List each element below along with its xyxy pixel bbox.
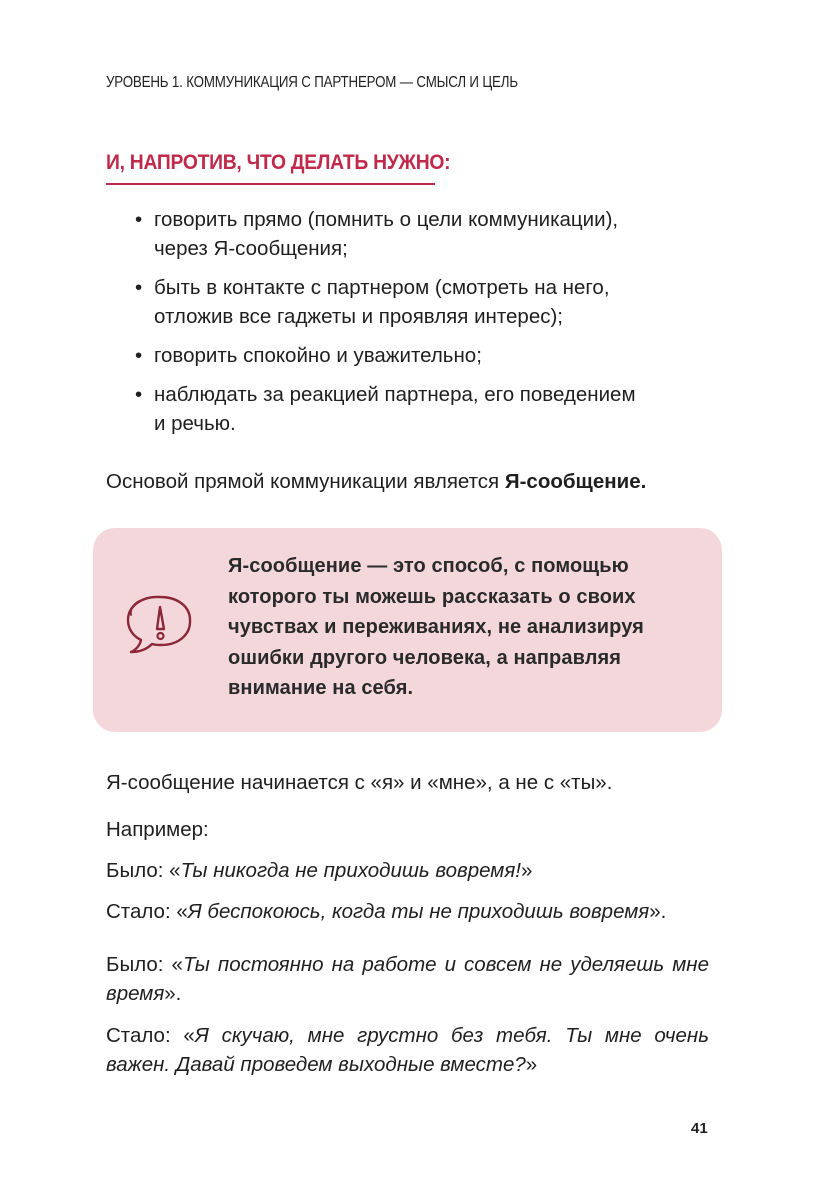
page-number: 41: [691, 1120, 708, 1137]
list-item: [135, 380, 735, 438]
example-quote: Ты постоянно на работе и совсем не уделяешь мне время: [106, 953, 709, 1005]
exclamation-speech-bubble-icon: [120, 593, 198, 655]
example-quote: Я беспокоюсь, когда ты не приходишь вовремя: [187, 900, 650, 923]
bullet-line: и речью.: [154, 412, 236, 435]
bullet-line: говорить спокойно и уважительно;: [154, 344, 482, 367]
list-item: [135, 273, 735, 331]
example-end: »: [525, 1053, 538, 1076]
callout-text: [228, 551, 698, 704]
callout-line: чувствах и переживаниях, не анализируя: [228, 616, 644, 638]
list-item: [135, 341, 735, 370]
example-before-2: [106, 950, 709, 1008]
list-item: [135, 205, 735, 263]
rule-line: Я-сообщение начинается с «я» и «мне», а не с «ты».: [106, 771, 613, 794]
bullet-line: наблюдать за реакцией партнера, его поведением: [154, 383, 636, 406]
bullet-dot: •: [135, 344, 143, 367]
bullet-dot: •: [135, 276, 143, 299]
bullet-line: быть в контакте с партнером (смотреть на него,: [154, 276, 610, 299]
bullet-dot: •: [135, 383, 143, 406]
bullet-line: через Я-сообщения;: [154, 237, 348, 260]
example-end: »: [521, 859, 533, 882]
examples-lead: Например:: [106, 818, 209, 841]
example-end: ».: [649, 900, 667, 923]
bullet-list: [135, 205, 735, 448]
callout-line: внимание на себя.: [228, 677, 414, 699]
bullet-line: говорить прямо (помнить о цели коммуникации),: [154, 208, 619, 231]
example-label: Стало: «: [106, 900, 188, 923]
example-quote: Ты никогда не приходишь вовремя!: [180, 859, 522, 882]
running-header: УРОВЕНЬ 1. КОММУНИКАЦИЯ С ПАРТНЕРОМ — СМЫСЛ И ЦЕЛЬ: [106, 74, 518, 91]
section-title: И, НАПРОТИВ, ЧТО ДЕЛАТЬ НУЖНО:: [106, 151, 451, 174]
callout-line: Я-сообщение — это способ, с помощью: [228, 555, 629, 577]
example-end: ».: [164, 982, 182, 1005]
example-label: Было: «: [106, 859, 181, 882]
callout-line: ошибки другого человека, а направляя: [228, 646, 622, 669]
intro-bold-term: Я-сообщение.: [504, 470, 647, 493]
intro-paragraph: [106, 467, 646, 496]
example-before-1: [106, 856, 709, 885]
callout-line: которого ты можешь рассказать о своих: [228, 585, 636, 608]
example-label: Стало: «: [106, 1024, 195, 1047]
example-after-2: [106, 1021, 709, 1079]
intro-text: Основой прямой коммуникации является: [106, 470, 505, 493]
section-title-underline: [106, 183, 435, 185]
bullet-line: отложив все гаджеты и проявляя интерес);: [154, 305, 563, 328]
example-after-1: [106, 897, 709, 926]
example-label: Было: «: [106, 953, 183, 976]
bullet-dot: •: [135, 208, 143, 231]
example-quote: Я скучаю, мне грустно без тебя. Ты мне очень важен. Давай проведем выходные вместе?: [106, 1024, 709, 1076]
